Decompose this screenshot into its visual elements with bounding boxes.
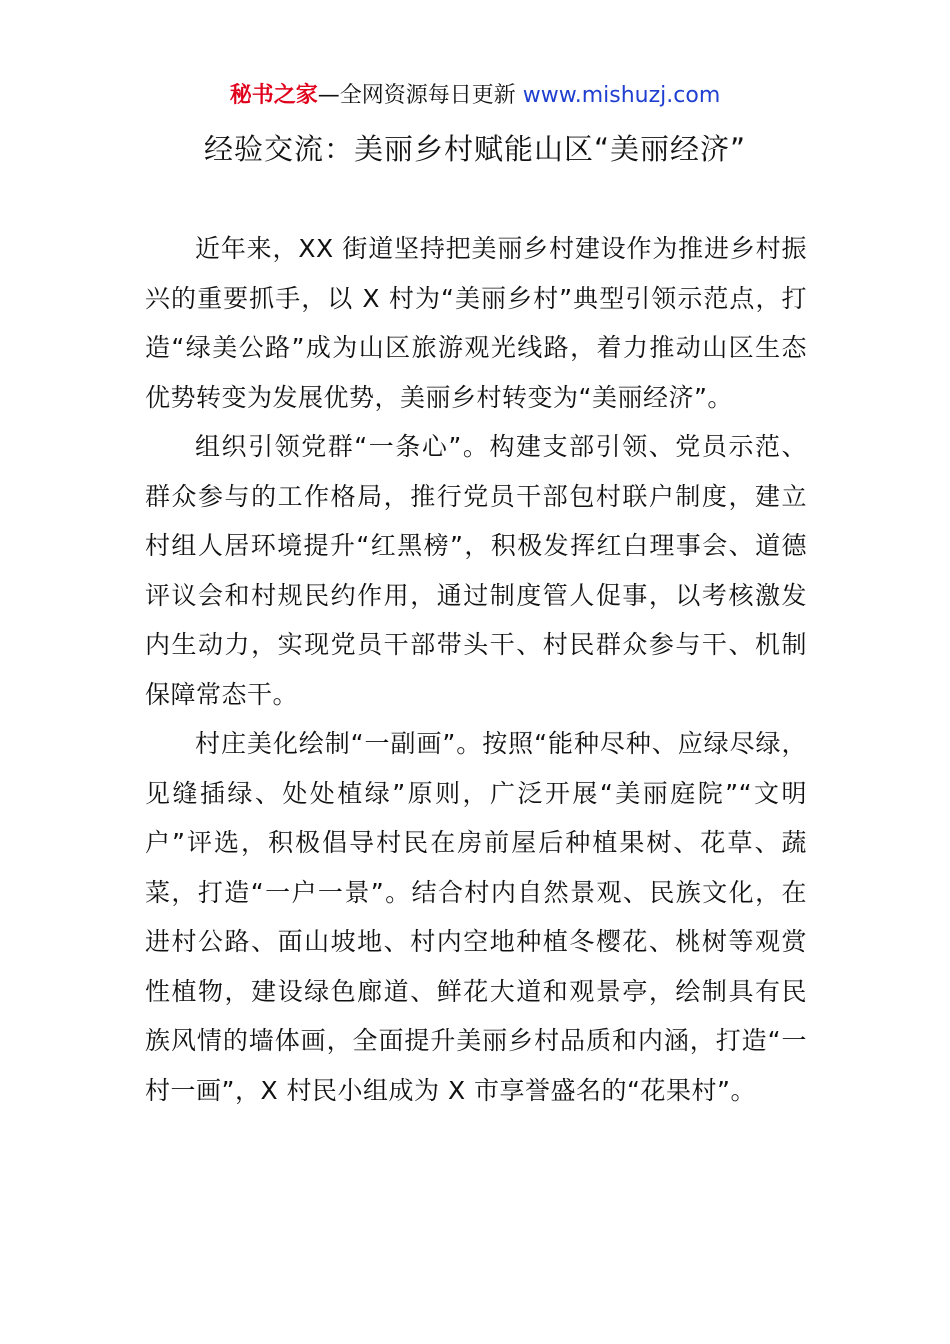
paragraph-intro: 近年来，XX 街道坚持把美丽乡村建设作为推进乡村振兴的重要抓手，以 X 村为“美丽乡村”典型引领示范点，打造“绿美公路”成为山区旅游观光线路，着力推动山区生态优势转变为发展优势，美丽乡村转变为“美丽经济”。: [145, 234, 807, 412]
document-body: [145, 224, 807, 1115]
paragraph-organization: 组织引领党群“一条心”。构建支部引领、党员示范、群众参与的工作格局，推行党员干部包村联户制度，建立村组人居环境提升“红黑榜”，积极发挥红白理事会、道德评议会和村规民约作用，通过制度管人促事，以考核激发内生动力，实现党员干部带头干、村民群众参与干、机制保障常态干。: [145, 432, 807, 709]
site-header: [0, 80, 950, 112]
site-url-link[interactable]: www.mishuzj.com: [522, 83, 721, 108]
paragraph-village-beautification: 村庄美化绘制“一副画”。按照“能种尽种、应绿尽绿，见缝插绿、处处植绿”原则，广泛开展“美丽庭院”“文明户”评选，积极倡导村民在房前屋后种植果树、花草、蔬菜，打造“一户一景”。结合村内自然景观、民族文化，在进村公路、面山坡地、村内空地种植冬樱花、桃树等观赏性植物，建设绿色廊道、鲜花大道和观景亭，绘制具有民族风情的墙体画，全面提升美丽乡村品质和内涵，打造“一村一画”，X 村民小组成为 X 市享誉盛名的“花果村”。: [145, 729, 807, 1105]
site-name: 秘书之家: [229, 83, 318, 108]
document-title: 经验交流：美丽乡村赋能山区“美丽经济”: [203, 132, 747, 166]
site-tagline: —全网资源每日更新: [317, 83, 523, 108]
